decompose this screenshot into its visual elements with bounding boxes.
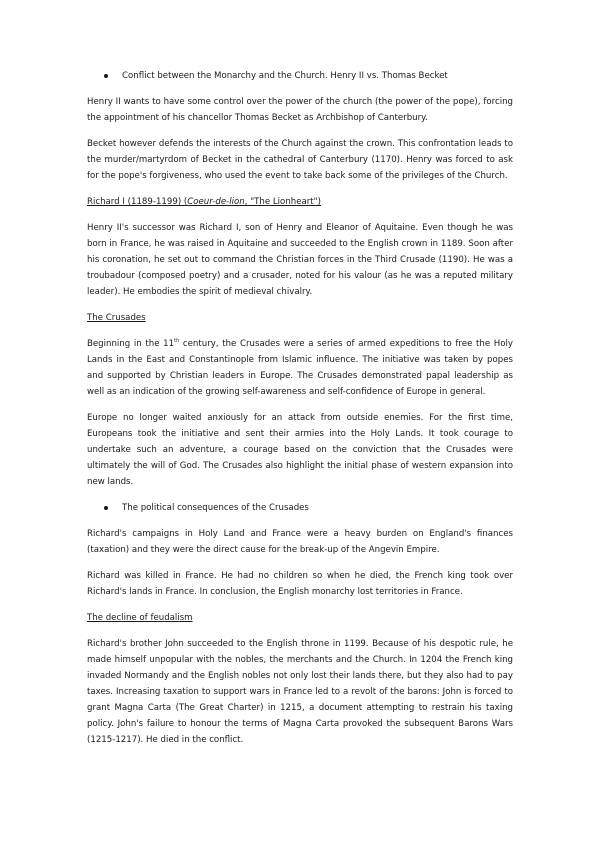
paragraph-richard: Henry II's successor was Richard I, son of Henry and Eleanor of Aquitaine. Even though he was born in France, he was raised in Aquitaine and succeeded to the English crown in 1189. Soon after his coronation, he set out to command the Christian forces in the Third Crusade (1190). He was a troubadour (composed poetry) and a crusader, noted for his valour (as he was a reputed military leader). He embodies the spirit of medieval chivalry. [87, 223, 513, 297]
bullet-item-monarchy-church [87, 68, 513, 84]
paragraph-richard-killed: Richard was killed in France. He had no children so when he died, the French king took over Richard's lands in France. In conclusion, the English monarchy lost territories in France. [87, 571, 513, 597]
bullet-icon [104, 74, 108, 78]
bullet-text: The political consequences of the Crusades [122, 503, 309, 513]
paragraph-henry-ii: Henry II wants to have some control over the power of the church (the power of the pope), forcing the appointment of his chancellor Thomas Becket as Archbishop of Canterbury. [87, 97, 513, 123]
section-heading-richard: Richard I (1189-1199) (Coeur-de-lion, "The Lionheart") [87, 197, 321, 207]
page-content [87, 68, 513, 758]
paragraph-crusades-intro: Beginning in the 11th century, the Crusades were a series of armed expeditions to free the Holy Lands in the East and Constantinople from Islamic influence. The initiative was taken by popes and supported by Christian leaders in Europe. The Crusades demonstrated papal leadership as well as an indication of the growing self-awareness and self-confidence of Europe in general. [87, 338, 513, 397]
paragraph-john: Richard's brother John succeeded to the English throne in 1199. Because of his despotic rule, he made himself unpopular with the nobles, the merchants and the Church. In 1204 the French king invaded Normandy and the English nobles not only lost their lands there, but they also had to pay taxes. Increasing taxation to support wars in France led to a revolt of the barons: John is forced to grant Magna Carta (The Great Charter) in 1215, a document attempting to restrain his taxing policy. John's failure to honour the terms of Magna Carta provoked the subsequent Barons Wars (1215-1217). He died in the conflict. [87, 639, 513, 745]
paragraph-campaigns: Richard's campaigns in Holy Land and France were a heavy burden on England's finances (taxation) and they were the direct cause for the break-up of the Angevin Empire. [87, 529, 513, 555]
bullet-icon [104, 506, 108, 510]
bullet-text: Conflict between the Monarchy and the Church. Henry II vs. Thomas Becket [122, 71, 448, 81]
paragraph-europe: Europe no longer waited anxiously for an attack from outside enemies. For the first time, Europeans took the initiative and sent their armies into the Holy Lands. It took courage to undertake such an adventure, a courage based on the conviction that the Crusades were ultimately the will of God. The Crusades also highlight the initial phase of western expansion into new lands. [87, 413, 513, 487]
section-heading-feudalism: The decline of feudalism [87, 613, 193, 623]
bullet-item-political-consequences [87, 500, 513, 516]
section-heading-crusades: The Crusades [87, 313, 146, 323]
paragraph-becket: Becket however defends the interests of the Church against the crown. This confrontation leads to the murder/martyrdom of Becket in the cathedral of Canterbury (1170). Henry was forced to ask for the pope's forgiveness, who used the event to take back some of the privileges of the Church. [87, 139, 513, 181]
